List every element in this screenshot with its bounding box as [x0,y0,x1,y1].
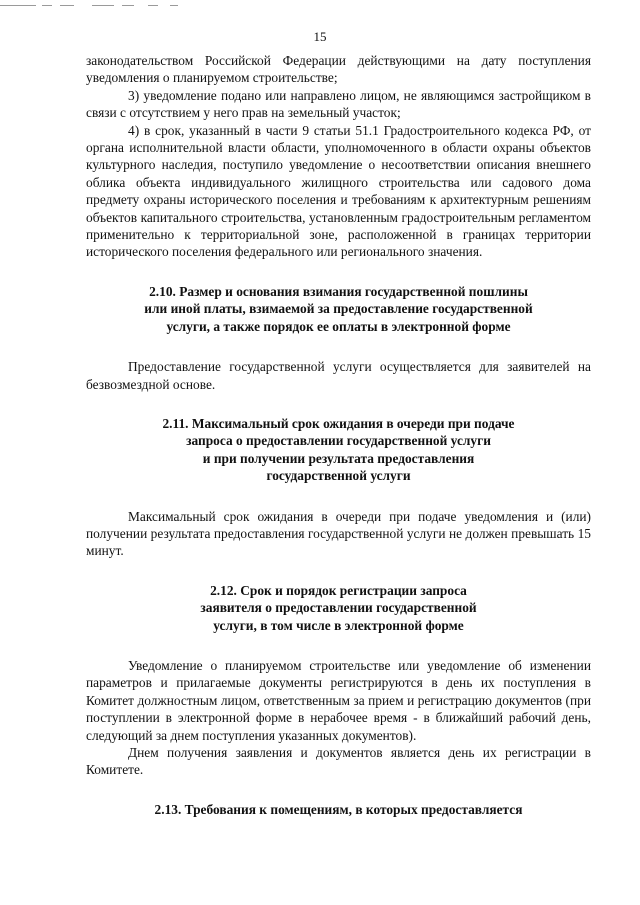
document-body [86,52,591,818]
page-number: 15 [313,29,327,44]
paragraph-item-3: 3) уведомление подано или направлено лицом, не являющимся застройщиком в связи с отсутствием у него прав на земельный участок; [86,87,591,121]
paragraph-registration-day: Днем получения заявления и документов является день их регистрации в Комитете. [86,745,591,778]
heading-line: или иной платы, взимаемой за предоставление государственной [144,301,533,317]
heading-line: услуги, а также порядок ее оплаты в электронной форме [166,318,511,334]
heading-line: и при получении результата предоставления [202,450,475,466]
heading-line: 2.13. Требования к помещениям, в которых предоставляется [154,801,523,817]
heading-line: государственной услуги [266,468,411,484]
paragraph-registration: Уведомление о планируемом строительстве или уведомление об изменении параметров и прилагаемые документы регистрируются в день их поступления в Комитет должностным лицом, ответственным за прием и регистрацию документов (при поступлении в электронной форме в нерабочее время - в ближайший рабочий день, следующий за днем поступления указанных документов). [86,657,591,743]
heading-line: услуги, в том числе в электронной форме [213,617,464,633]
heading-line: 2.12. Срок и порядок регистрации запроса [210,582,467,598]
section-heading-2-10 [86,283,591,335]
heading-line: запроса о предоставлении государственной услуги [186,433,491,449]
heading-line: 2.10. Размер и основания взимания государственной пошлины [149,283,528,299]
scan-artifact-marks [0,2,220,10]
section-heading-2-12 [86,582,591,634]
paragraph-item-4: 4) в срок, указанный в части 9 статьи 51.1 Градостроительного кодекса РФ, от органа исполнительной власти области, уполномоченного в области охраны объектов культурного наследия, поступило уведомление о несоответствии описания внешнего облика объекта индивидуального жилищного строительства или садового дома предмету охраны исторического поселения и требованиям к архитектурным решениям объектов капитального строительства, установленным градостроительным регламентом применительно к территориальной зоне, расположенной в границах территории исторического поселения федерального или регионального значения. [86,122,591,260]
paragraph-max-wait-time: Максимальный срок ожидания в очереди при подаче уведомления и (или) получении результата предоставления государственной услуги не должен превышать 15 минут. [86,508,591,559]
section-heading-2-13 [86,801,591,818]
heading-line: заявителя о предоставлении государственной [200,600,477,616]
section-heading-2-11 [86,415,591,485]
paragraph-free-of-charge: Предоставление государственной услуги осуществляется для заявителей на безвозмездной основе. [86,359,591,392]
heading-line: 2.11. Максимальный срок ожидания в очереди при подаче [162,415,515,431]
paragraph-legislation-continuation: законодательством Российской Федерации действующими на дату поступления уведомления о планируемом строительстве; [86,53,591,86]
